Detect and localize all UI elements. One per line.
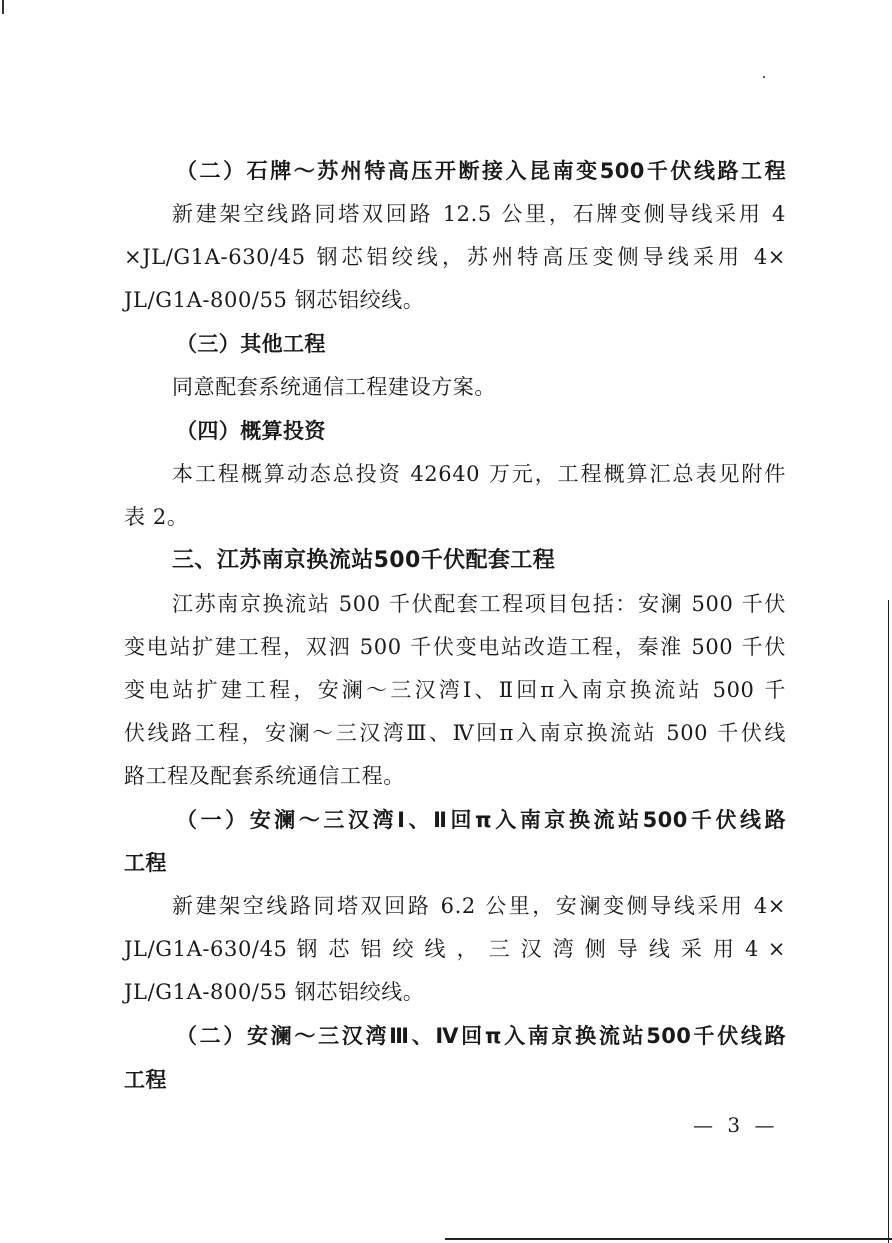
scan-edge-line-bottom (445, 1238, 892, 1240)
section-heading-continuation: 工程 (124, 1068, 167, 1092)
section-heading-anlan-3-4: （二）安澜～三汉湾Ⅲ、Ⅳ回π入南京换流站500千伏线路 (176, 1024, 786, 1048)
paragraph-line: JL/G1A-800/55 钢芯铝绞线。 (124, 980, 425, 1004)
scan-edge-line-right (888, 600, 889, 1243)
section-heading-other-works: （三）其他工程 (176, 332, 326, 356)
section-heading-nanjing: 三、江苏南京换流站500千伏配套工程 (172, 548, 556, 573)
paragraph-line: 新建架空线路同塔双回路 6.2 公里，安澜变侧导线采用 4× (172, 894, 786, 918)
paragraph-line: 变电站扩建工程，安澜～三汉湾Ⅰ、Ⅱ回π入南京换流站 500 千 (124, 678, 786, 702)
paragraph-line: 江苏南京换流站 500 千伏配套工程项目包括：安澜 500 千伏 (172, 592, 786, 616)
paragraph-line: 表 2。 (124, 505, 189, 529)
scan-edge-mark (2, 0, 4, 14)
section-heading-shipai-suzhou: （二）石牌～苏州特高压开断接入昆南变500千伏线路工程 (176, 159, 786, 183)
page-number: — 3 — (693, 1113, 779, 1137)
paragraph-line: 同意配套系统通信工程建设方案。 (172, 375, 496, 399)
paragraph-line: ×JL/G1A-630/45 钢芯铝绞线，苏州特高压变侧导线采用 4× (124, 245, 786, 269)
scan-speck (763, 76, 765, 78)
section-heading-investment: （四）概算投资 (176, 419, 326, 443)
section-heading-anlan-1-2: （一）安澜～三汉湾Ⅰ、Ⅱ回π入南京换流站500千伏线路 (176, 808, 786, 832)
paragraph-line: 变电站扩建工程，双泗 500 千伏变电站改造工程，秦淮 500 千伏 (124, 635, 786, 659)
paragraph-line: 伏线路工程，安澜～三汉湾Ⅲ、Ⅳ回π入南京换流站 500 千伏线 (124, 721, 786, 745)
paragraph-line: JL/G1A-630/45 钢 芯 铝 绞 线 ， 三 汉 湾 侧 导 线 采 用 4 × (124, 937, 786, 961)
paragraph-line: 路工程及配套系统通信工程。 (124, 764, 405, 788)
section-heading-continuation: 工程 (124, 851, 167, 875)
paragraph-line: 本工程概算动态总投资 42640 万元，工程概算汇总表见附件 (172, 462, 786, 486)
paragraph-line: 新建架空线路同塔双回路 12.5 公里，石牌变侧导线采用 4 (172, 202, 786, 226)
paragraph-line: JL/G1A-800/55 钢芯铝绞线。 (124, 288, 425, 312)
